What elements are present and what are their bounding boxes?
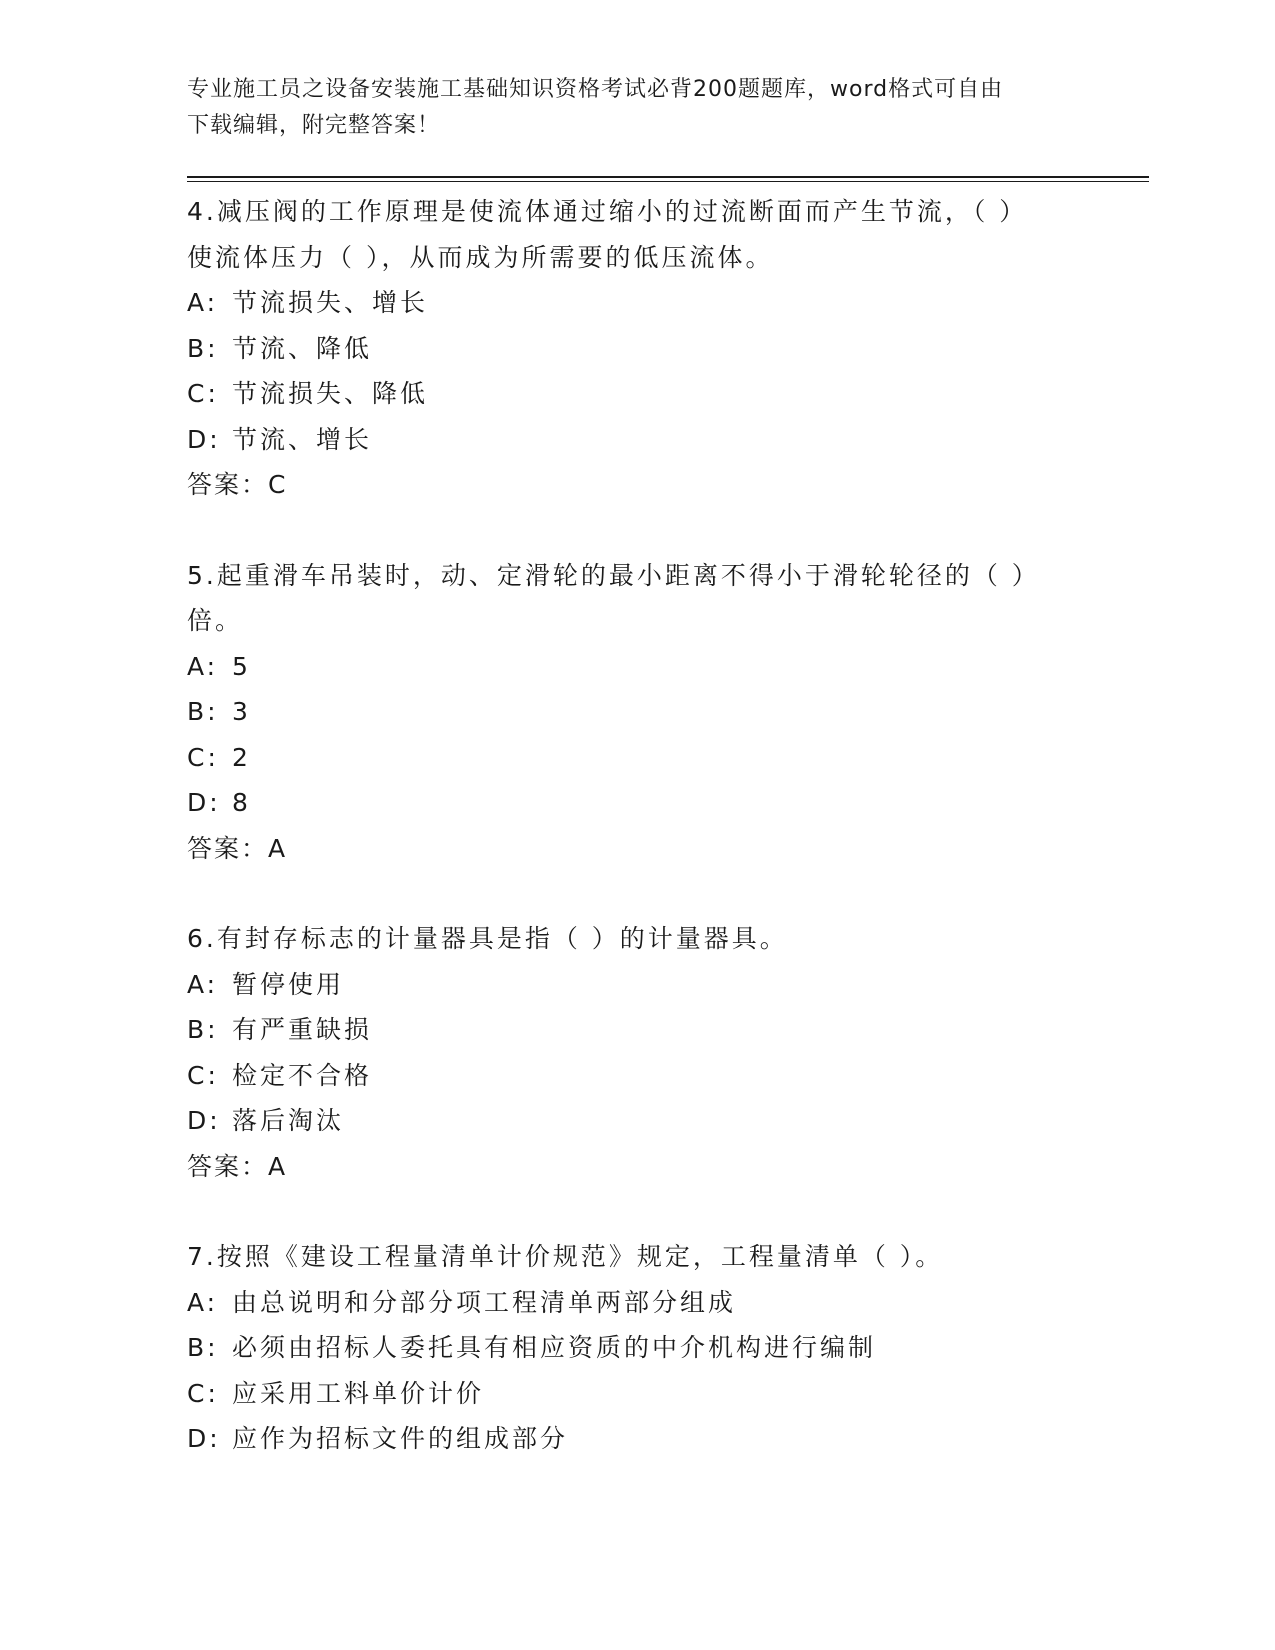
option-letter: D: xyxy=(187,1106,221,1135)
option-letter: A: xyxy=(187,651,219,681)
option-text: 节流损失、降低 xyxy=(232,379,429,408)
option-text: 有严重缺损 xyxy=(232,1015,373,1044)
answer-label: 答案： xyxy=(187,1151,269,1181)
option-c xyxy=(187,1371,1087,1417)
question-5 xyxy=(187,553,1087,872)
option-a xyxy=(187,280,1087,326)
answer-value: A xyxy=(268,833,288,863)
option-text: 暂停使用 xyxy=(232,969,345,999)
option-letter: B: xyxy=(187,1333,219,1362)
question-6 xyxy=(187,916,1087,1189)
option-letter: A: xyxy=(187,969,219,999)
option-letter: B: xyxy=(187,697,219,726)
answer-value: C xyxy=(268,470,288,499)
option-text: 落后淘汰 xyxy=(232,1106,345,1135)
option-a xyxy=(187,962,1087,1008)
header-divider-thin xyxy=(187,181,1149,182)
option-a xyxy=(187,1280,1087,1326)
question-number: 7. xyxy=(187,1242,217,1271)
question-number: 4. xyxy=(187,197,217,226)
question-text-line-2: 倍。 xyxy=(187,606,244,635)
document-header xyxy=(187,72,1067,144)
question-4 xyxy=(187,189,1087,508)
option-text: 应采用工料单价计价 xyxy=(232,1378,485,1408)
option-letter: D: xyxy=(187,424,221,454)
option-letter: B: xyxy=(187,333,219,363)
option-c xyxy=(187,735,1087,781)
option-letter: C: xyxy=(187,1378,219,1408)
option-d xyxy=(187,1416,1087,1462)
question-text-line-2: 使流体压力（ ），从而成为所需要的低压流体。 xyxy=(187,242,774,272)
answer-line xyxy=(187,1144,1087,1190)
question-text-line-1 xyxy=(187,553,1087,599)
option-letter: A: xyxy=(187,288,219,317)
question-text: 起重滑车吊装时，动、定滑轮的最小距离不得小于滑轮轮径的（ ） xyxy=(216,560,1040,590)
option-b xyxy=(187,1007,1087,1053)
answer-label: 答案： xyxy=(187,470,269,499)
header-divider-thick xyxy=(187,176,1149,178)
option-text: 由总说明和分部分项工程清单两部分组成 xyxy=(232,1287,737,1317)
option-text: 节流、增长 xyxy=(232,424,373,454)
header-line-1: 专业施工员之设备安装施工基础知识资格考试必背200题题库，word格式可自由 xyxy=(187,77,1004,102)
question-text: 按照《建设工程量清单计价规范》规定，工程量清单（ ）。 xyxy=(216,1242,944,1271)
option-text: 应作为招标文件的组成部分 xyxy=(232,1424,569,1453)
option-text: 3 xyxy=(232,697,251,726)
option-b xyxy=(187,326,1087,372)
option-letter: B: xyxy=(187,1015,219,1044)
header-line-2: 下载编辑，附完整答案！ xyxy=(187,113,441,138)
option-text: 检定不合格 xyxy=(232,1060,373,1090)
option-text: 必须由招标人委托具有相应资质的中介机构进行编制 xyxy=(232,1333,877,1362)
option-letter: C: xyxy=(187,742,219,772)
question-text: 减压阀的工作原理是使流体通过缩小的过流断面而产生节流，（ ） xyxy=(216,197,1028,226)
option-text: 5 xyxy=(232,651,251,681)
option-letter: C: xyxy=(187,1060,219,1090)
question-text: 有封存标志的计量器具是指（ ）的计量器具。 xyxy=(216,924,788,953)
option-text: 节流损失、增长 xyxy=(232,288,429,317)
answer-label: 答案： xyxy=(187,833,269,863)
option-text: 节流、降低 xyxy=(232,333,373,363)
option-letter: C: xyxy=(187,379,219,408)
question-7 xyxy=(187,1234,1087,1462)
option-c xyxy=(187,371,1087,417)
option-b xyxy=(187,1325,1087,1371)
question-number: 5. xyxy=(187,560,217,590)
option-letter: D: xyxy=(187,1424,221,1453)
option-a xyxy=(187,644,1087,690)
option-text: 2 xyxy=(232,742,251,772)
option-c xyxy=(187,1053,1087,1099)
question-list xyxy=(187,189,1087,1507)
answer-line xyxy=(187,826,1087,872)
question-number: 6. xyxy=(187,924,217,953)
question-text-line-1 xyxy=(187,916,1087,962)
answer-value: A xyxy=(268,1151,288,1181)
option-text: 8 xyxy=(232,788,251,817)
option-letter: D: xyxy=(187,788,221,817)
question-text-line-1 xyxy=(187,189,1087,235)
option-d xyxy=(187,1098,1087,1144)
option-b xyxy=(187,689,1087,735)
option-d xyxy=(187,780,1087,826)
question-text-line-1 xyxy=(187,1234,1087,1280)
answer-line xyxy=(187,462,1087,508)
option-d xyxy=(187,417,1087,463)
option-letter: A: xyxy=(187,1287,219,1317)
